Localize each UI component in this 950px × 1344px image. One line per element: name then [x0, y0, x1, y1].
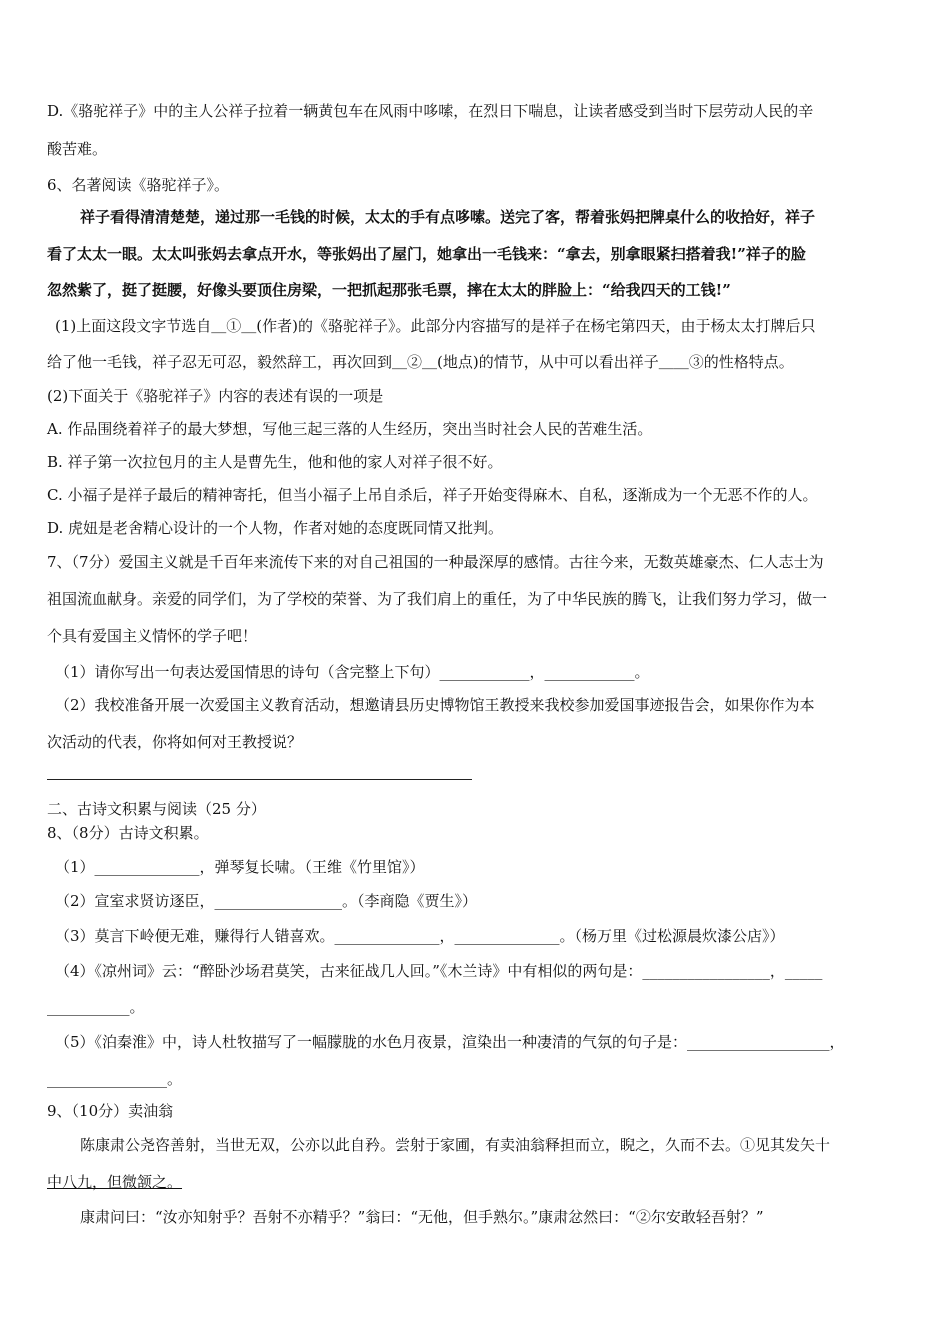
passage-line: 忽然紫了，挺了挺腰，好像头要顶住房梁，一把抓起那张毛票，摔在太太的胖脸上：“给我四天的工钱!” — [47, 281, 731, 299]
question-6-heading: 6、名著阅读《骆驼祥子》。 — [47, 176, 230, 194]
option-c: C. 小福子是祥子最后的精神寄托，但当小福子上吊自杀后，祥子开始变得麻木、自私，逐渐成为一个无恶不作的人。 — [47, 486, 818, 504]
section-2-heading: 二、古诗文积累与阅读（25 分） — [47, 800, 266, 818]
text-line: ________________。 — [47, 1070, 183, 1088]
question-6-2: (2)下面关于《骆驼祥子》内容的表述有误的一项是 — [47, 387, 384, 405]
option-a: A. 作品围绕着祥子的最大梦想，写他三起三落的人生经历，突出当时社会人民的苦难生活。 — [47, 420, 653, 438]
question-8-2: （2）宣室求贤访逐臣，_________________。（李商隐《贾生》） — [55, 892, 478, 910]
question-7-2: （2）我校准备开展一次爱国主义教育活动，想邀请县历史博物馆王教授来我校参加爱国事迹报告会，如果你作为本 — [55, 696, 815, 714]
option-d: D. 虎妞是老舍精心设计的一个人物，作者对她的态度既同情又批判。 — [47, 519, 504, 537]
text-line: 祖国流血献身。亲爱的同学们，为了学校的荣誉、为了我们肩上的重任，为了中华民族的腾飞，让我们努力学习，做一 — [47, 590, 828, 608]
classical-passage-line: 陈康肃公尧咨善射，当世无双，公亦以此自矜。尝射于家圃，有卖油翁释担而立，睨之，久而不去。①见其发矢十 — [80, 1136, 831, 1154]
text-line: 个具有爱国主义情怀的学子吧！ — [47, 627, 258, 645]
classical-passage-line: 康肃问曰：“汝亦知射乎？吾射不亦精乎？”翁曰：“无他，但手熟尔。”康肃忿然曰：“②尔安敢轻吾射？” — [80, 1208, 764, 1226]
question-6-1: (1)上面这段文字节选自＿①＿(作者)的《骆驼祥子》。此部分内容描写的是祥子在杨宅第四天，由于杨太太打牌后只 — [55, 317, 816, 335]
question-8-4: （4）《凉州词》云：“醉卧沙场君莫笑，古来征战几人回。”《木兰诗》中有相似的两句是：_________________，_____ — [55, 962, 823, 980]
question-8-heading: 8、（8分）古诗文积累。 — [47, 824, 209, 842]
question-8-3: （3）莫言下岭便无难，赚得行人错喜欢。______________，______________。（杨万里《过松源晨炊漆公店》） — [55, 927, 785, 945]
passage-line: 看了太太一眼。太太叫张妈去拿点开水，等张妈出了屋门，她拿出一毛钱来：“拿去，别拿眼紧扫搭着我!”祥子的脸 — [47, 245, 806, 263]
text-line: ___________。 — [47, 998, 145, 1016]
passage-line: 祥子看得清清楚楚，递过那一毛钱的时候，太太的手有点哆嗦。送完了客，帮着张妈把牌桌什么的收拾好，祥子 — [80, 208, 816, 226]
text-line: 酸苦难。 — [47, 140, 108, 158]
question-7-1: （1）请你写出一句表达爱国情思的诗句（含完整上下句）____________，____________。 — [55, 663, 650, 681]
question-9-heading: 9、（10分）卖油翁 — [47, 1102, 174, 1120]
question-8-5: （5）《泊秦淮》中，诗人杜牧描写了一幅朦胧的水色月夜景，渲染出一种凄清的气氛的句子是：___________________， — [55, 1033, 845, 1051]
option-b: B. 祥子第一次拉包月的主人是曹先生，他和他的家人对祥子很不好。 — [47, 453, 503, 471]
text-line: D.《骆驼祥子》中的主人公祥子拉着一辆黄包车在风雨中哆嗦，在烈日下喘息，让读者感受到当时下层劳动人民的辛 — [47, 102, 814, 120]
answer-line — [47, 779, 472, 780]
question-8-1: （1）______________，弹琴复长啸。（王维《竹里馆》） — [55, 858, 425, 876]
question-6-1-cont: 给了他一毛钱，祥子忍无可忍，毅然辞工，再次回到＿②＿(地点)的情节，从中可以看出祥子＿＿③的性格特点。 — [47, 353, 794, 371]
classical-passage-line: 中八九，但微颔之。 — [47, 1173, 183, 1191]
text-line: 次活动的代表，你将如何对王教授说？ — [47, 733, 303, 751]
question-7-heading: 7、（7分）爱国主义就是千百年来流传下来的对自己祖国的一种最深厚的感情。古往今来，无数英雄豪杰、仁人志士为 — [47, 553, 824, 571]
